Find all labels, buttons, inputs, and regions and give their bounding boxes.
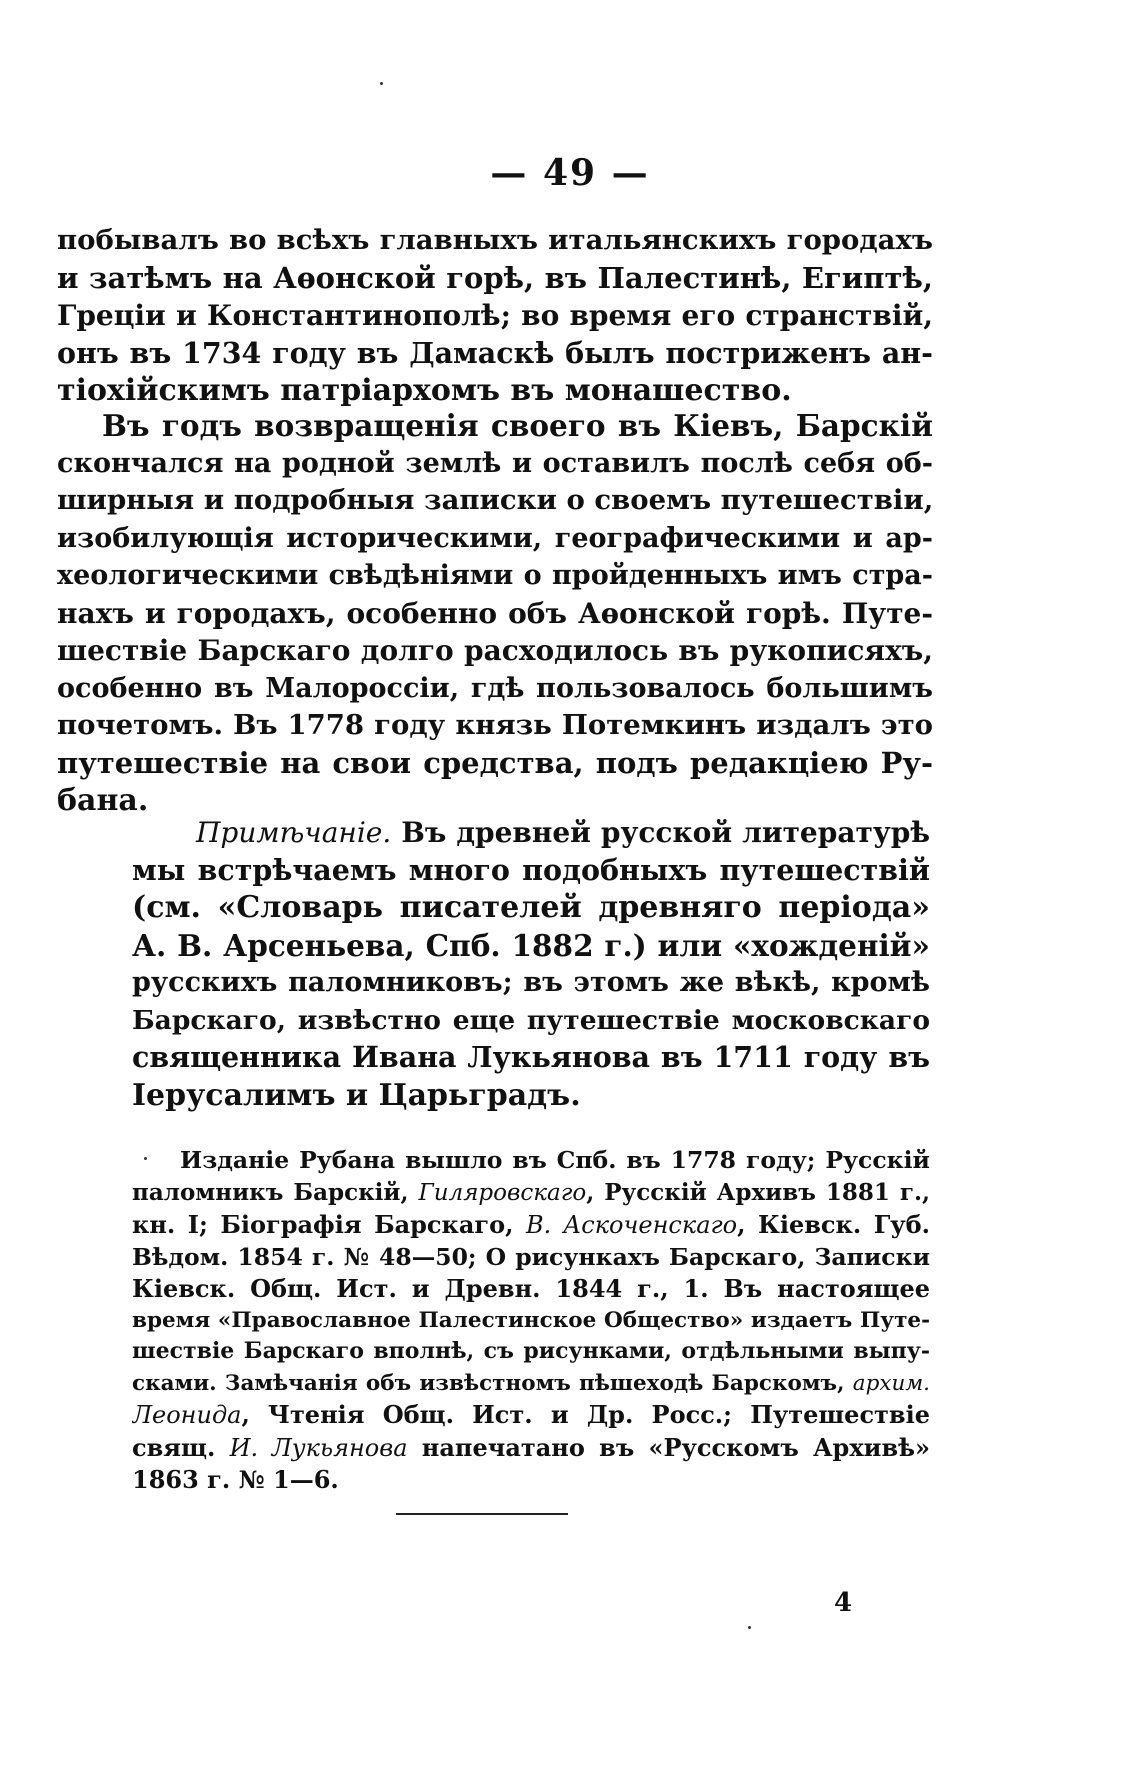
text-line: Греціи и Константинополѣ; во время его странствій, [57, 299, 933, 332]
print-speck [748, 1626, 751, 1629]
section-divider [396, 1513, 568, 1515]
text-line: мы встрѣчаемъ много подобныхъ путешествій [132, 852, 930, 887]
footnote-line: 1863 г. № 1—6. [132, 1465, 339, 1494]
text-line: Барскаго, извѣстно еще путешествіе московскаго [132, 1004, 930, 1036]
text-line: ширныя и подробныя записки о своемъ путешествіи, [57, 484, 933, 516]
footnote-author: И. Лукьянова [229, 1433, 408, 1462]
footnote-line: время «Православное Палестинское Общество» издаетъ Путе- [132, 1307, 930, 1333]
note-first-line: Въ древней русской литературѣ [401, 816, 930, 849]
text-line: изобилующія историческими, географическими и ар- [57, 522, 933, 554]
text-line: шествіе Барскаго долго расходилось въ рукописяхъ, [57, 634, 933, 667]
paragraph-continuation [57, 222, 933, 410]
text-line: А. В. Арсеньева, Спб. 1882 г.) или «хожденій» [132, 927, 930, 963]
text-line: священника Ивана Лукьянова въ 1711 году въ [132, 1040, 930, 1074]
footnote-text: , Чтенія Общ. Ист. и Др. Росс.; Путешествіе [241, 1400, 930, 1429]
text-line: скончался на родной землѣ и оставилъ послѣ себя об- [57, 447, 933, 479]
print-speck [380, 82, 383, 85]
footnote-text: , Русскій Архивъ 1881 г., [586, 1178, 930, 1206]
footnote-line: шествіе Барскаго вполнѣ, съ рисунками, отдѣльными выпу- [132, 1338, 930, 1364]
footnote-line [132, 1177, 930, 1210]
text-line: (см. «Словарь писателей древняго періода» [132, 890, 930, 925]
text-line: русскихъ паломниковъ; въ этомъ же вѣкѣ, кромѣ [132, 967, 930, 998]
print-speck [144, 1157, 147, 1160]
footnote [132, 1145, 930, 1496]
footnote-author: Леонида [132, 1401, 242, 1429]
footnote-text: сками. Замѣчанія объ извѣстномъ пѣшеходѣ Барскомъ, [132, 1370, 845, 1396]
footnote-line [132, 1368, 930, 1400]
text-line: тіохійскимъ патріархомъ въ монашество. [57, 373, 792, 408]
text-line: особенно въ Малороссіи, гдѣ пользовалось большимъ [57, 672, 933, 704]
footnote-text: , Кіевск. Губ. [737, 1210, 930, 1239]
footnote-line [132, 1432, 930, 1465]
signature-mark: 4 [834, 1588, 853, 1618]
footnote-text: напечатано въ «Русскомъ Архивѣ» [421, 1432, 930, 1462]
footnote-line [132, 1209, 930, 1242]
text-line: почетомъ. Въ 1778 году князь Потемкинъ издалъ это [57, 709, 933, 741]
footnote-text: свящ. [132, 1432, 216, 1462]
text-line: бана. [57, 783, 149, 818]
text-line: путешествіе на свои средства, подъ редакціею Ру- [57, 745, 933, 780]
note-block [132, 814, 930, 1114]
footnote-author: В. Аскоченскаго [526, 1211, 738, 1239]
paragraph-barsky-return [57, 407, 933, 820]
footnote-author: Гиляровскаго [418, 1179, 587, 1206]
text-line: побывалъ во всѣхъ главныхъ итальянскихъ городахъ [57, 224, 933, 256]
note-label: Примѣчаніе. [196, 816, 392, 849]
page-number: — 49 — [490, 152, 650, 194]
text-line: и затѣмъ на Аѳонской горѣ, въ Палестинѣ, Египтѣ, [57, 260, 933, 295]
footnote-line: Вѣдом. 1854 г. № 48—50; О рисункахъ Барскаго, Записки [132, 1242, 930, 1271]
text-line: Іерусалимъ и Царьградъ. [132, 1077, 581, 1113]
text-line: нахъ и городахъ, особенно объ Аѳонской горѣ. Путе- [57, 596, 933, 630]
footnote-line: Изданіе Рубана вышло въ Спб. въ 1778 году; Русскій [180, 1146, 930, 1174]
text-line [132, 814, 930, 852]
text-line: онъ въ 1734 году въ Дамаскѣ былъ постриженъ ан- [57, 335, 933, 370]
footnote-line [132, 1399, 930, 1432]
footnote-text: паломникъ Барскій, [132, 1178, 409, 1206]
text-line: хеологическими свѣдѣніями о пройденныхъ имъ стра- [57, 560, 933, 591]
footnote-line: Кіевск. Общ. Ист. и Древн. 1844 г., 1. Въ настоящее [132, 1274, 930, 1303]
text-line: Въ годъ возвращенія своего въ Кіевъ, Барскій [102, 408, 933, 443]
footnote-text: кн. I; Біографія Барскаго, [132, 1210, 514, 1239]
footnote-author: архим. [852, 1370, 930, 1396]
